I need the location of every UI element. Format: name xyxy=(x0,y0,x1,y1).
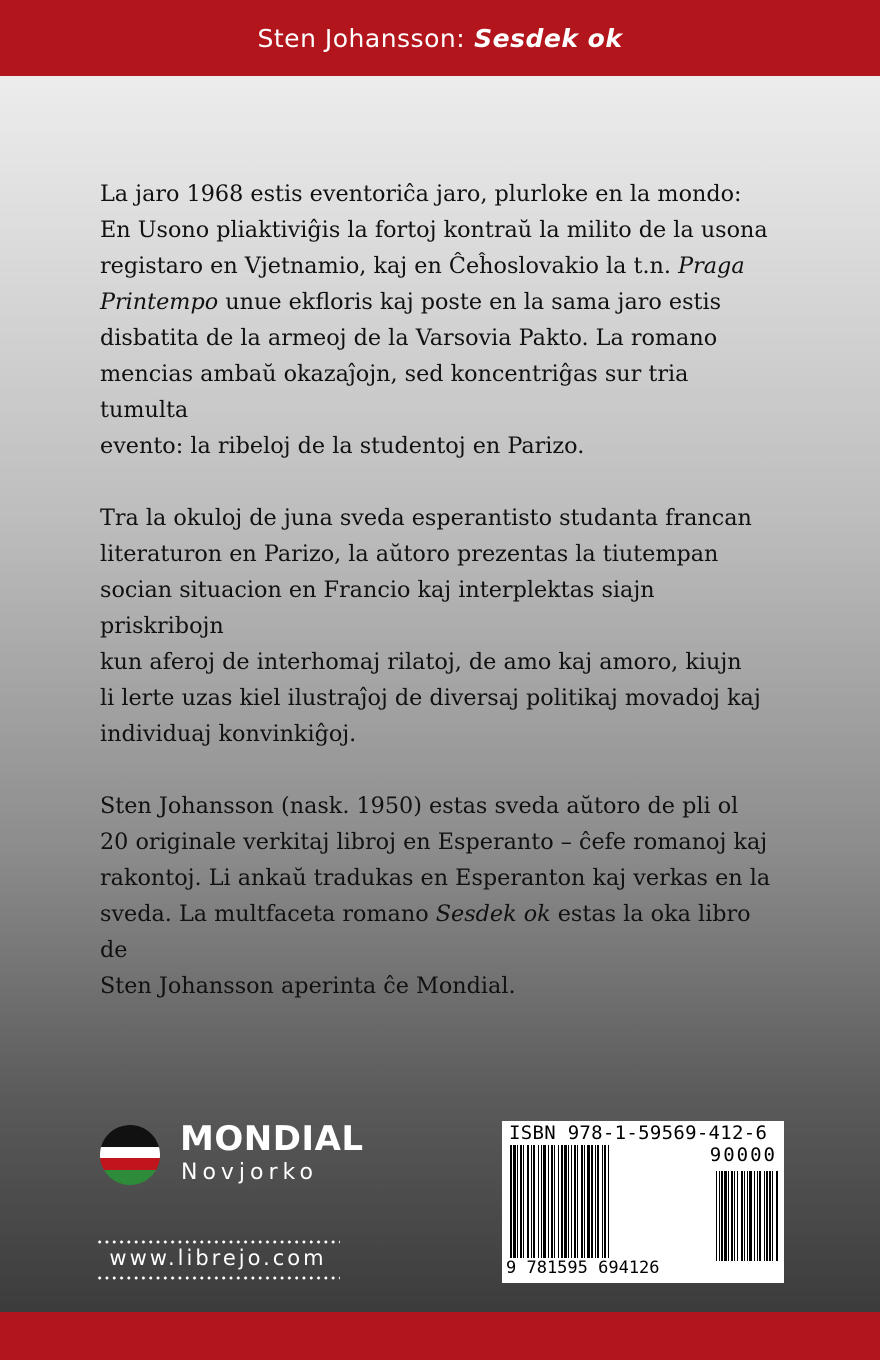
blurb-paragraph-1 xyxy=(100,176,780,464)
addon-bar xyxy=(744,1171,745,1261)
addon-bar xyxy=(749,1171,752,1261)
blurb-paragraph-2: Tra la okuloj de juna sveda esperantisto studanta francan literaturon en Parizo, la aŭtoro prezentas la tiutempan socian situacion en Francio kaj interplektas siajn priskribojn kun aferoj de interhomaj rilatoj, de amo kaj amoro, kiujn li lerte uzas kiel ilustraĵoj de diversaj politikaj movadoj kaj individuaj konvinkiĝoj. xyxy=(100,505,761,747)
isbn-label: ISBN 978-1-59569-412-6 xyxy=(509,1122,768,1144)
addon-bar xyxy=(737,1171,738,1261)
barcode-bar xyxy=(591,1145,593,1261)
barcode-bar xyxy=(531,1145,532,1261)
back-cover-blurb xyxy=(100,176,780,1040)
addon-bar xyxy=(747,1171,748,1261)
dotted-rule-bottom xyxy=(96,1276,340,1280)
publisher-city: Novjorko xyxy=(181,1160,318,1185)
mondial-logo-icon xyxy=(100,1125,160,1185)
barcode-bar xyxy=(595,1145,596,1261)
barcode-bar xyxy=(581,1145,583,1261)
barcode-bar xyxy=(543,1145,546,1261)
isbn-barcode xyxy=(502,1121,784,1283)
footer-band xyxy=(0,1312,880,1360)
barcode-bar xyxy=(520,1145,522,1261)
barcode-bar xyxy=(602,1145,603,1261)
addon-bar xyxy=(741,1171,743,1261)
blurb-p1-part-1: La jaro 1968 estis eventoriĉa jaro, plurloke en la mondo: En Usono pliaktiviĝis la fortoj kontraŭ la milito de la usona registaro en Vjetnamio, kaj en Ĉeĥoslovakio la t.n. xyxy=(100,181,768,279)
barcode-bar xyxy=(571,1145,572,1261)
barcode-bar xyxy=(564,1145,567,1261)
header-band xyxy=(0,0,880,76)
book-title: Sesdek ok xyxy=(474,23,623,53)
barcode-bar xyxy=(597,1145,599,1261)
addon-bar xyxy=(769,1171,771,1261)
barcode-bar xyxy=(561,1145,563,1261)
addon-bar xyxy=(724,1171,727,1261)
author-name: Sten Johansson: xyxy=(257,23,466,53)
barcode-bar xyxy=(527,1145,529,1261)
addon-bar xyxy=(776,1171,778,1261)
blurb-p3-italic: Sesdek ok xyxy=(435,901,551,927)
addon-bar xyxy=(728,1171,729,1261)
addon-bar xyxy=(757,1171,758,1261)
addon-bar xyxy=(721,1171,723,1261)
publisher-name: MONDIAL xyxy=(180,1119,364,1159)
barcode-bar xyxy=(513,1145,516,1261)
addon-bar xyxy=(731,1171,733,1261)
price-code: 90000 xyxy=(709,1144,777,1166)
blurb-p1-italic: Praga Printempo xyxy=(100,253,745,315)
addon-bar xyxy=(734,1171,735,1261)
barcode-bar xyxy=(538,1145,539,1261)
addon-bar xyxy=(764,1171,765,1261)
addon-bar xyxy=(716,1171,717,1261)
barcode-bar xyxy=(523,1145,524,1261)
barcode-bar xyxy=(533,1145,535,1261)
barcode-bar xyxy=(551,1145,553,1261)
addon-bar xyxy=(759,1171,761,1261)
ean-digits: 9 781595 694126 xyxy=(506,1258,660,1278)
barcode-bar xyxy=(574,1145,576,1261)
barcode-bar xyxy=(517,1145,518,1261)
barcode-bar xyxy=(568,1145,569,1261)
blurb-p3-part-1: Sten Johansson (nask. 1950) estas sveda aŭtoro de pli ol 20 originale verkitaj libroj en Esperanto – ĉefe romanoj kaj rakontoj. Li ankaŭ tradukas en Esperanton kaj verkas en la sveda. La multfaceta romano xyxy=(100,793,771,927)
website-link[interactable]: www.librejo.com xyxy=(109,1246,327,1270)
addon-bar xyxy=(766,1171,768,1261)
barcode-bar xyxy=(510,1145,512,1261)
barcode-bar xyxy=(604,1145,606,1261)
blurb-paragraph-3 xyxy=(100,788,780,1004)
dotted-rule-top xyxy=(96,1240,340,1244)
addon-bar xyxy=(719,1171,720,1261)
barcode-bar xyxy=(584,1145,585,1261)
barcode-bar xyxy=(577,1145,578,1261)
addon-bar xyxy=(754,1171,755,1261)
blurb-p1-part-2: unue ekfloris kaj poste en la sama jaro estis disbatita de la armeoj de la Varsovia Pakto. La romano mencias ambaŭ okazaĵojn, sed koncentriĝas sur tria tumulta evento: la ribeloj de la studentoj en Parizo. xyxy=(100,289,722,459)
barcode-bar xyxy=(558,1145,559,1261)
addon-bar xyxy=(772,1171,773,1261)
barcode-bar xyxy=(587,1145,590,1261)
barcode-bar xyxy=(554,1145,555,1261)
barcode-bar xyxy=(548,1145,549,1261)
blurb-p3-part-2: estas la oka libro de Sten Johansson aperinta ĉe Mondial. xyxy=(100,901,751,999)
barcode-bar xyxy=(541,1145,542,1261)
barcode-bar xyxy=(608,1145,609,1261)
